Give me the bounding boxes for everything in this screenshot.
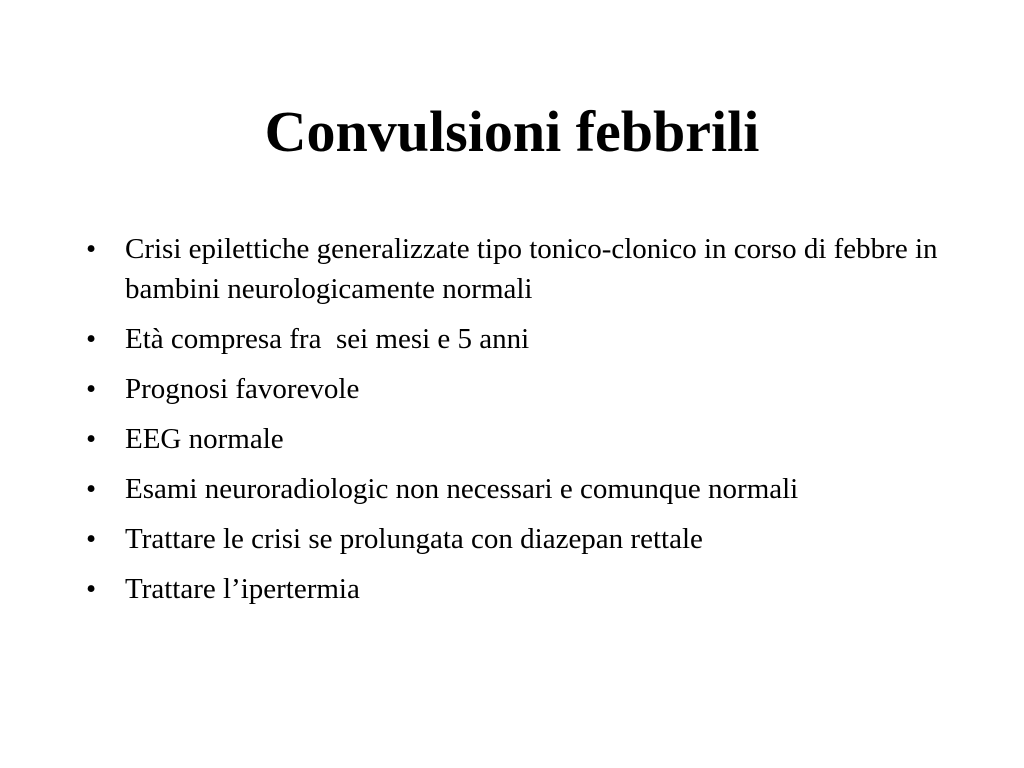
bullet-text: Trattare le crisi se prolungata con diazepan rettale <box>125 523 703 555</box>
bullet-item <box>86 369 946 409</box>
bullet-text: Prognosi favorevole <box>125 373 360 405</box>
bullet-marker: • <box>86 423 97 455</box>
bullet-text: Età compresa fra sei mesi e 5 anni <box>125 323 530 355</box>
bullet-text: Esami neuroradiologic non necessari e comunque normali <box>125 473 799 505</box>
bullet-item <box>86 229 946 309</box>
bullet-item <box>86 569 946 609</box>
bullet-text: EEG normale <box>125 423 284 455</box>
bullet-item <box>86 319 946 359</box>
bullet-item <box>86 419 946 459</box>
bullet-text: Crisi epilettiche generalizzate tipo tonico-clonico in corso di febbre in bambini neurologicamente normali <box>125 233 945 305</box>
bullet-marker: • <box>86 323 97 355</box>
bullet-marker: • <box>86 373 97 405</box>
bullet-item <box>86 519 946 559</box>
slide-title: Convulsioni febbrili <box>264 99 760 164</box>
bullet-list <box>86 229 946 619</box>
bullet-item <box>86 469 946 509</box>
bullet-marker: • <box>86 473 97 505</box>
bullet-text: Trattare l’ipertermia <box>125 573 360 605</box>
bullet-marker: • <box>86 523 97 555</box>
bullet-marker: • <box>86 233 97 265</box>
bullet-marker: • <box>86 573 97 605</box>
